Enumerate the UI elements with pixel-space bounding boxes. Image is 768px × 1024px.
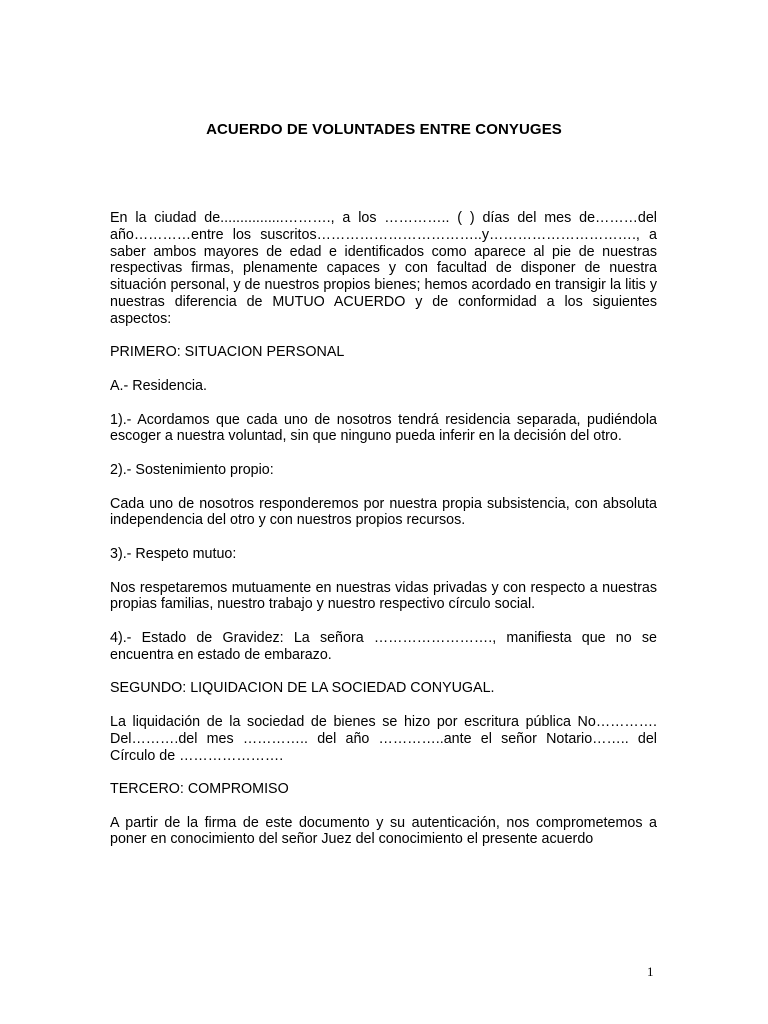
subheading-respeto: 3).- Respeto mutuo: (110, 545, 237, 562)
paragraph-intro: En la ciudad de................………., a los ………….. ( ) días del mes de………del año…………entre los suscritos……………………………..y…………………………., a saber ambos mayores de edad e identificados como aparece al pie de nuestras respectivas firmas, plenamente capaces y con facultad de disponer de nuestra situación personal, y de nuestros propios bienes; hemos acordado en transigir la litis y nuestras diferencia de MUTUO ACUERDO y de conformidad a los siguientes aspectos: (110, 210, 657, 327)
page-number: 1 (647, 964, 654, 979)
paragraph-gravidez: 4).- Estado de Gravidez: La señora ……………………., manifiesta que no se encuentra en estado de embarazo. (110, 629, 657, 663)
heading-primero: PRIMERO: SITUACION PERSONAL (110, 344, 345, 361)
heading-tercero: TERCERO: COMPROMISO (110, 781, 289, 798)
subheading-residencia: A.- Residencia. (110, 377, 207, 394)
document-body (110, 210, 657, 865)
paragraph-liquidacion: La liquidación de la sociedad de bienes se hizo por escritura pública No…………. Del……….del mes ………….. del año …………..ante el señor Notario…….. del Círculo de …………………. (110, 713, 657, 764)
subheading-sostenimiento: 2).- Sostenimiento propio: (110, 461, 274, 478)
document-title: ACUERDO DE VOLUNTADES ENTRE CONYUGES (206, 121, 562, 138)
heading-segundo: SEGUNDO: LIQUIDACION DE LA SOCIEDAD CONYUGAL. (110, 680, 495, 697)
paragraph-residencia: 1).- Acordamos que cada uno de nosotros tendrá residencia separada, pudiéndola escoger a nuestra voluntad, sin que ninguno pueda inferir en la decisión del otro. (110, 411, 657, 445)
paragraph-sostenimiento: Cada uno de nosotros responderemos por nuestra propia subsistencia, con absoluta independencia del otro y con nuestros propios recursos. (110, 495, 657, 529)
paragraph-respeto: Nos respetaremos mutuamente en nuestras vidas privadas y con respecto a nuestras propias familias, nuestro trabajo y nuestro respectivo círculo social. (110, 579, 657, 613)
paragraph-compromiso: A partir de la firma de este documento y su autenticación, nos comprometemos a poner en conocimiento del señor Juez del conocimiento el presente acuerdo (110, 814, 657, 848)
